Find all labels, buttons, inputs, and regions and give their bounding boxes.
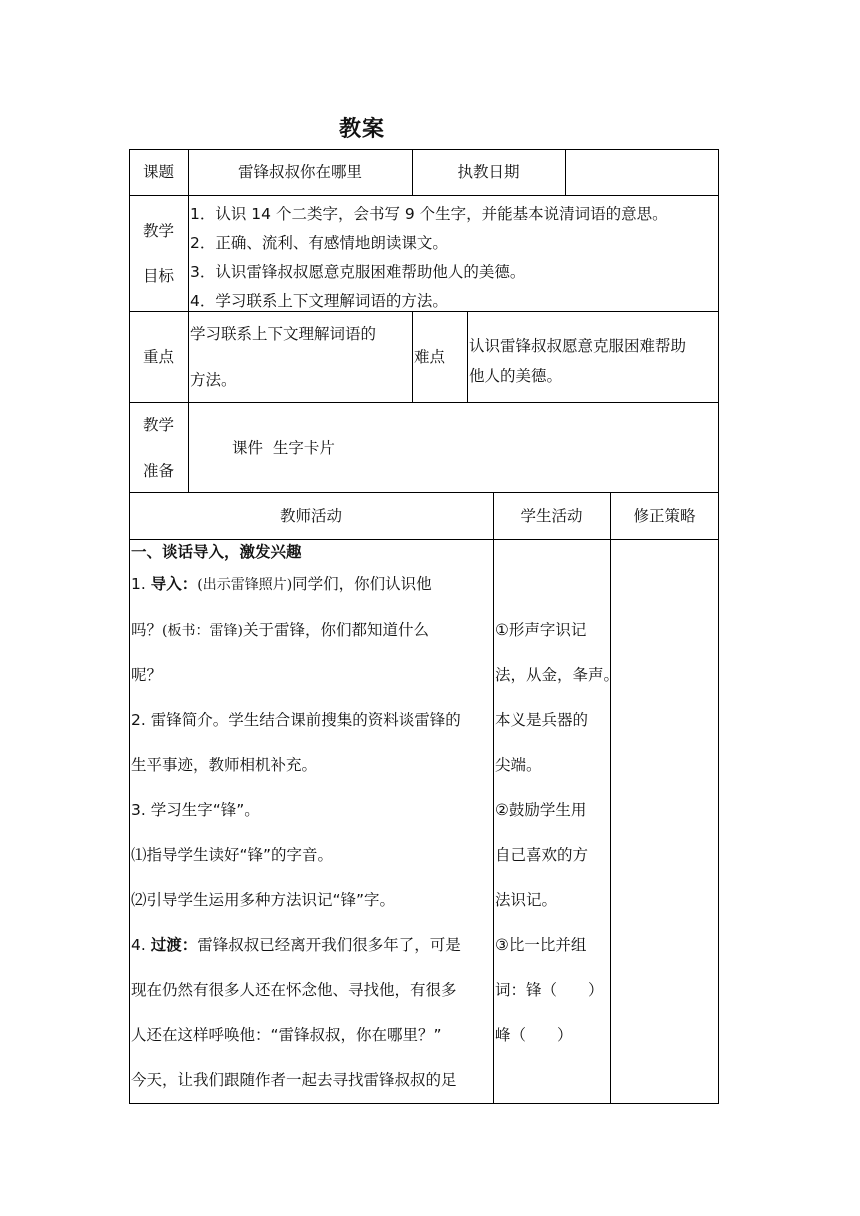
student-line: ①形声字识记 — [495, 621, 587, 639]
teacher-line — [131, 934, 461, 956]
teacher-line-number: 4. — [131, 936, 151, 954]
prep-value: 课件 生字卡片 — [232, 439, 335, 457]
prep-label: 准备 — [142, 462, 174, 480]
col-divider — [188, 195, 189, 492]
teacher-activity-header: 教师活动 — [279, 507, 342, 525]
student-line: 尖端。 — [495, 756, 542, 774]
teacher-line: 生平事迹，教师相机补充。 — [131, 756, 318, 774]
teacher-line: 呢？ — [131, 666, 163, 684]
row-divider — [129, 492, 719, 493]
topic-label: 课题 — [142, 163, 174, 181]
teacher-line-bold: 过渡： — [150, 936, 198, 954]
teacher-line-text: 吗？ — [131, 621, 163, 639]
teacher-line-number: 1. — [131, 575, 151, 593]
difficulty-label: 难点 — [414, 348, 446, 366]
revision-strategy-header: 修正策略 — [633, 507, 696, 525]
student-line: 法识记。 — [495, 891, 558, 909]
teacher-line: ⑴指导学生读好“锋”的字音。 — [131, 846, 334, 864]
student-line: 本义是兵器的 — [495, 711, 589, 729]
col-divider — [412, 311, 413, 402]
document-title: 教案 — [338, 117, 385, 142]
student-line: 自己喜欢的方 — [495, 846, 589, 864]
student-line: 法，从金，夆声。 — [495, 666, 620, 684]
teacher-line-text: 雷锋叔叔已经离开我们很多年了，可是 — [197, 936, 461, 954]
teacher-line: 现在仍然有很多人还在怀念他、寻找他，有很多 — [131, 981, 457, 999]
teacher-line-text: 关于雷锋，你们都知道什么 — [242, 621, 429, 639]
student-line: ③比一比并组 — [495, 936, 587, 954]
col-divider — [467, 311, 468, 402]
student-line: 峰（ ） — [495, 1026, 573, 1044]
goal-item: 1．认识 14 个二类字，会书写 9 个生字，并能基本说清词语的意思。 — [190, 205, 668, 223]
goal-item: 3．认识雷锋叔叔愿意克服困难帮助他人的美德。 — [190, 263, 526, 281]
row-divider — [129, 539, 719, 540]
row-divider — [129, 195, 719, 196]
prep-label: 教学 — [142, 416, 174, 434]
teacher-line-note: (板书：雷锋) — [162, 623, 243, 639]
goals-label: 目标 — [142, 267, 174, 285]
date-label: 执教日期 — [457, 163, 520, 181]
col-divider — [493, 492, 494, 1104]
row-divider — [129, 402, 719, 403]
col-divider — [565, 149, 566, 195]
goal-item: 2．正确、流利、有感情地朗读课文。 — [190, 234, 448, 252]
topic-value: 雷锋叔叔你在哪里 — [237, 163, 362, 181]
teacher-line — [131, 573, 432, 596]
student-line: 词：锋（ ） — [495, 981, 604, 999]
focus-label: 重点 — [142, 348, 174, 366]
student-activity-header: 学生活动 — [520, 507, 583, 525]
goal-item: 4．学习联系上下文理解词语的方法。 — [190, 292, 448, 310]
difficulty-value: 他人的美德。 — [469, 367, 563, 385]
goals-label: 教学 — [142, 222, 174, 240]
student-line: ②鼓励学生用 — [495, 801, 587, 819]
focus-value: 方法。 — [190, 371, 237, 389]
difficulty-value: 认识雷锋叔叔愿意克服困难帮助 — [469, 337, 687, 355]
col-divider — [610, 492, 611, 1104]
teacher-line: 人还在这样呼唤他：“雷锋叔叔，你在哪里？” — [131, 1026, 442, 1044]
focus-value: 学习联系上下文理解词语的 — [190, 325, 377, 343]
teacher-line-note: (出示雷锋照片) — [197, 577, 293, 593]
teacher-line: 今天，让我们跟随作者一起去寻找雷锋叔叔的足 — [131, 1071, 457, 1089]
teacher-line-text: 同学们，你们认识他 — [292, 575, 432, 593]
teacher-line-bold: 导入： — [150, 575, 198, 593]
teacher-line: 3. 学习生字“锋”。 — [131, 801, 260, 819]
teacher-line — [131, 619, 429, 642]
teacher-line: ⑵引导学生运用多种方法识记“锋”字。 — [131, 891, 396, 909]
teacher-line: 2. 雷锋简介。学生结合课前搜集的资料谈雷锋的 — [131, 711, 461, 729]
section-heading: 一、谈话导入，激发兴趣 — [131, 543, 302, 561]
